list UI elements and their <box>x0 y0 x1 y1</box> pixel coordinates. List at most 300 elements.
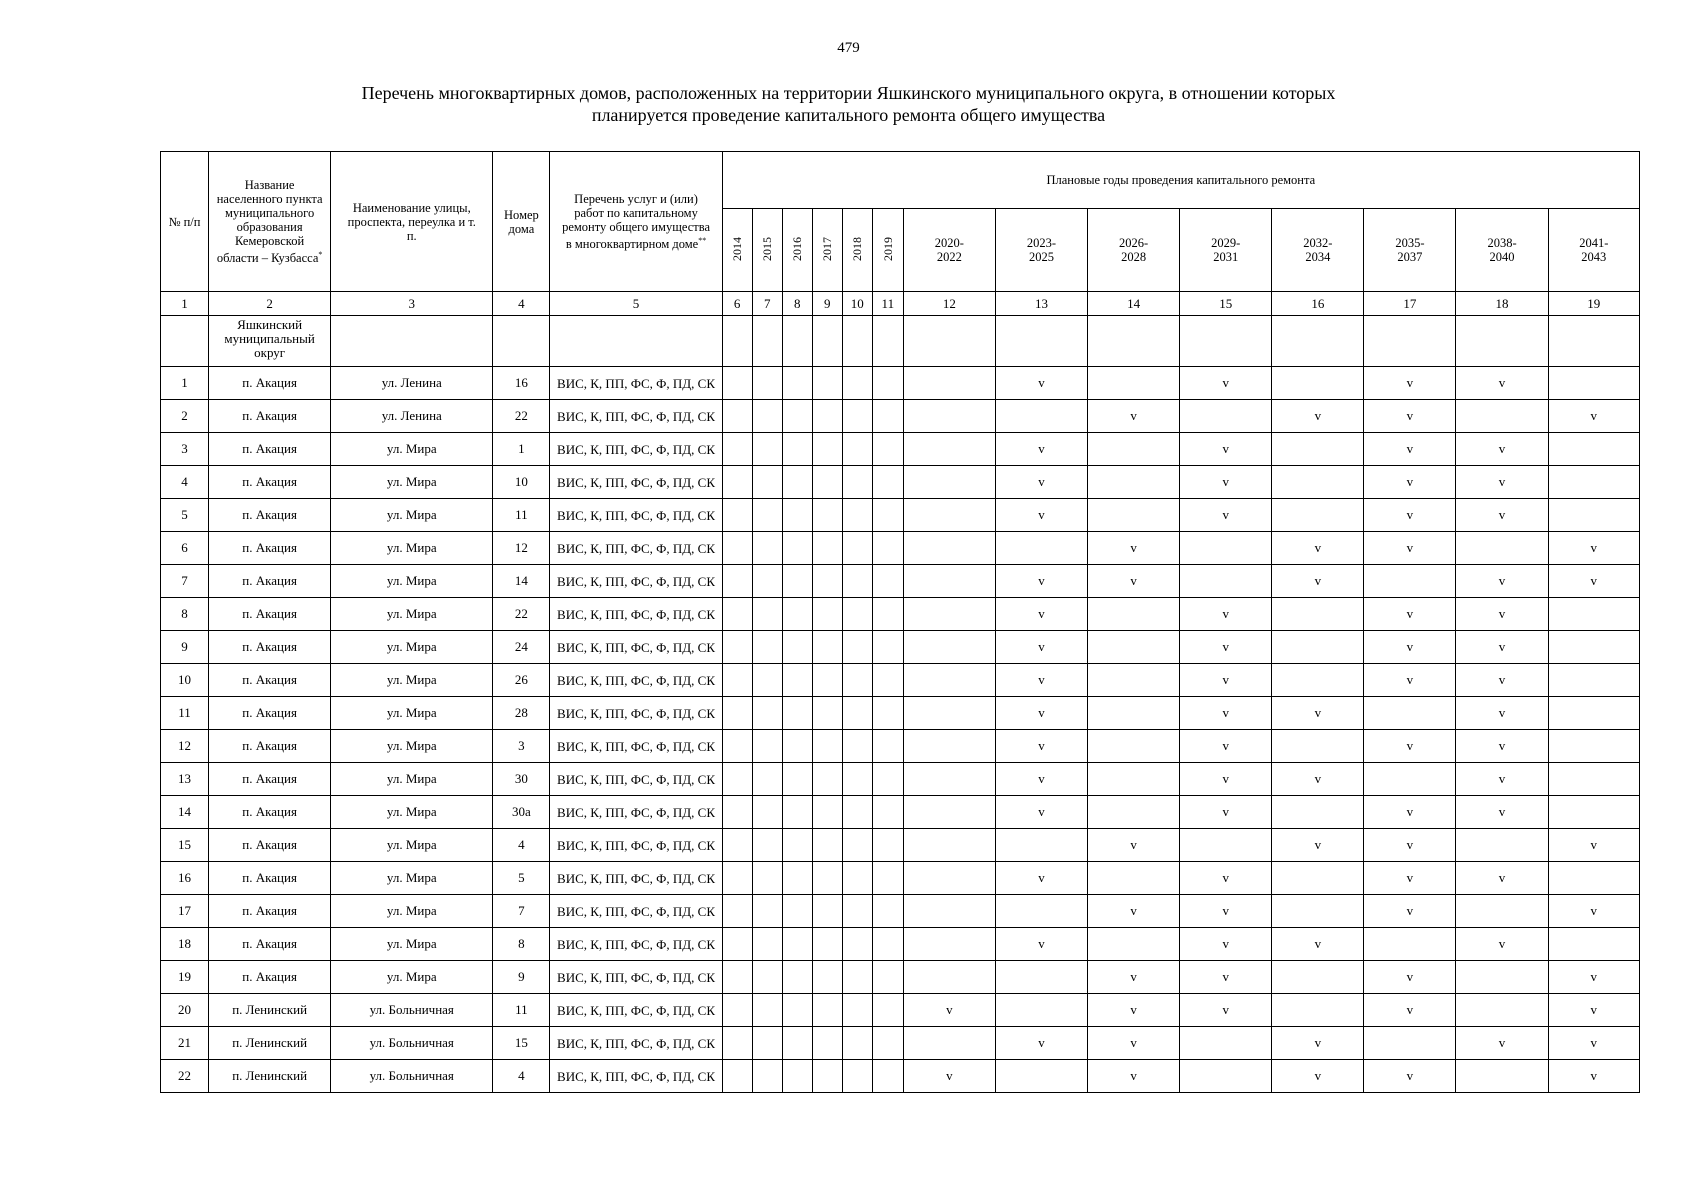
row-house: 24 <box>493 631 550 664</box>
row-year-empty <box>782 895 812 928</box>
row-settlement: п. Акация <box>209 631 331 664</box>
header-year-label: 2019 <box>880 236 895 261</box>
row-year-empty <box>872 499 903 532</box>
row-year-mark: v <box>1364 961 1456 994</box>
row-year-mark: v <box>1548 1027 1639 1060</box>
row-year-empty <box>722 499 752 532</box>
row-works: ВИС, К, ПП, ФС, Ф, ПД, СК <box>550 961 722 994</box>
row-year-mark: v <box>1272 532 1364 565</box>
municipality-empty-cell <box>872 316 903 367</box>
row-year-mark: v <box>1364 664 1456 697</box>
row-year-empty <box>872 466 903 499</box>
header-year-6: 2020-2022 <box>903 209 995 292</box>
row-year-empty <box>812 1027 842 1060</box>
row-year-mark: v <box>1364 598 1456 631</box>
row-year-empty <box>722 961 752 994</box>
row-works: ВИС, К, ПП, ФС, Ф, ПД, СК <box>550 631 722 664</box>
column-number-10: 11 <box>872 292 903 316</box>
table-row <box>161 664 1640 697</box>
header-year-11: 2035-2037 <box>1364 209 1456 292</box>
row-year-mark: v <box>1272 1027 1364 1060</box>
row-works: ВИС, К, ПП, ФС, Ф, ПД, СК <box>550 664 722 697</box>
row-year-empty <box>842 730 872 763</box>
row-street: ул. Ленина <box>331 367 493 400</box>
row-year-empty <box>1272 664 1364 697</box>
row-year-empty <box>752 1060 782 1093</box>
row-year-empty <box>1088 928 1180 961</box>
row-works: ВИС, К, ПП, ФС, Ф, ПД, СК <box>550 763 722 796</box>
row-year-empty <box>782 1027 812 1060</box>
row-year-mark: v <box>995 1027 1087 1060</box>
row-year-empty <box>872 598 903 631</box>
row-settlement: п. Акация <box>209 895 331 928</box>
row-year-mark: v <box>1180 994 1272 1027</box>
municipality-empty-cell <box>1548 316 1639 367</box>
header-settlement-text: Название населенного пункта муниципального образования Кемеровской области – Кузбасса <box>216 177 323 266</box>
column-number-0: 1 <box>161 292 209 316</box>
row-settlement: п. Акация <box>209 697 331 730</box>
row-street: ул. Мира <box>331 532 493 565</box>
row-year-empty <box>752 631 782 664</box>
row-works: ВИС, К, ПП, ФС, Ф, ПД, СК <box>550 796 722 829</box>
row-year-mark: v <box>995 697 1087 730</box>
row-year-empty <box>995 961 1087 994</box>
row-works: ВИС, К, ПП, ФС, Ф, ПД, СК <box>550 928 722 961</box>
row-house: 28 <box>493 697 550 730</box>
row-year-empty <box>812 730 842 763</box>
row-year-empty <box>1548 796 1639 829</box>
row-year-empty <box>812 796 842 829</box>
row-year-empty <box>1548 367 1639 400</box>
municipality-empty-cell <box>842 316 872 367</box>
row-year-empty <box>995 532 1087 565</box>
row-street: ул. Больничная <box>331 1060 493 1093</box>
row-house: 3 <box>493 730 550 763</box>
row-house: 15 <box>493 1027 550 1060</box>
row-year-empty <box>812 532 842 565</box>
row-works: ВИС, К, ПП, ФС, Ф, ПД, СК <box>550 895 722 928</box>
row-year-mark: v <box>1272 1060 1364 1093</box>
header-year-label: 2015 <box>760 236 775 261</box>
row-year-mark: v <box>1456 565 1548 598</box>
row-year-empty <box>842 1060 872 1093</box>
row-year-mark: v <box>1088 961 1180 994</box>
municipality-name: Яшкинский муниципальный округ <box>209 316 331 367</box>
row-year-empty <box>1364 928 1456 961</box>
row-year-empty <box>903 400 995 433</box>
row-year-empty <box>872 763 903 796</box>
header-year-label: 2017 <box>820 236 835 261</box>
row-house: 22 <box>493 400 550 433</box>
row-year-mark: v <box>1180 697 1272 730</box>
row-number: 19 <box>161 961 209 994</box>
row-year-empty <box>903 565 995 598</box>
row-year-mark: v <box>1180 796 1272 829</box>
row-year-empty <box>722 532 752 565</box>
row-street: ул. Мира <box>331 499 493 532</box>
row-year-mark: v <box>995 565 1087 598</box>
row-year-mark: v <box>995 499 1087 532</box>
row-year-empty <box>903 862 995 895</box>
row-year-empty <box>782 664 812 697</box>
row-year-mark: v <box>1088 400 1180 433</box>
row-year-empty <box>842 796 872 829</box>
header-year-9: 2029-2031 <box>1180 209 1272 292</box>
row-year-empty <box>722 367 752 400</box>
row-year-empty <box>812 367 842 400</box>
row-year-mark: v <box>1548 532 1639 565</box>
row-year-empty <box>1364 697 1456 730</box>
row-settlement: п. Акация <box>209 961 331 994</box>
column-number-11: 12 <box>903 292 995 316</box>
row-year-mark: v <box>903 1060 995 1093</box>
row-street: ул. Мира <box>331 631 493 664</box>
row-year-empty <box>1364 763 1456 796</box>
row-year-mark: v <box>1364 499 1456 532</box>
row-year-mark: v <box>1364 994 1456 1027</box>
row-year-empty <box>903 1027 995 1060</box>
row-year-empty <box>812 664 842 697</box>
row-settlement: п. Акация <box>209 730 331 763</box>
table-row <box>161 961 1640 994</box>
header-year-0 <box>722 209 752 292</box>
column-number-12: 13 <box>995 292 1087 316</box>
row-year-empty <box>1548 928 1639 961</box>
row-year-empty <box>752 433 782 466</box>
row-year-empty <box>842 862 872 895</box>
row-year-empty <box>722 565 752 598</box>
row-year-mark: v <box>1456 1027 1548 1060</box>
row-works: ВИС, К, ПП, ФС, Ф, ПД, СК <box>550 598 722 631</box>
row-works: ВИС, К, ПП, ФС, Ф, ПД, СК <box>550 994 722 1027</box>
row-year-empty <box>782 532 812 565</box>
row-year-empty <box>812 565 842 598</box>
row-settlement: п. Акация <box>209 664 331 697</box>
row-year-mark: v <box>1180 763 1272 796</box>
row-year-empty <box>842 499 872 532</box>
row-year-mark: v <box>1456 796 1548 829</box>
row-number: 5 <box>161 499 209 532</box>
row-year-empty <box>752 1027 782 1060</box>
column-number-14: 15 <box>1180 292 1272 316</box>
row-year-empty <box>842 1027 872 1060</box>
row-year-mark: v <box>1364 367 1456 400</box>
page-number: 479 <box>837 40 860 56</box>
row-number: 14 <box>161 796 209 829</box>
header-works-mark: ** <box>698 235 707 245</box>
municipality-empty-cell <box>493 316 550 367</box>
header-settlement <box>209 152 331 292</box>
row-year-mark: v <box>1456 433 1548 466</box>
header-row-1 <box>161 152 1640 209</box>
row-year-empty <box>842 697 872 730</box>
row-year-empty <box>1088 763 1180 796</box>
row-year-mark: v <box>995 928 1087 961</box>
table-row <box>161 631 1640 664</box>
row-number: 12 <box>161 730 209 763</box>
row-year-empty <box>1088 367 1180 400</box>
row-year-empty <box>842 631 872 664</box>
row-year-mark: v <box>1180 961 1272 994</box>
row-year-mark: v <box>1364 466 1456 499</box>
row-number: 2 <box>161 400 209 433</box>
row-year-empty <box>752 928 782 961</box>
row-year-empty <box>903 763 995 796</box>
row-year-empty <box>752 532 782 565</box>
row-year-mark: v <box>1272 829 1364 862</box>
row-year-empty <box>842 763 872 796</box>
row-year-mark: v <box>1456 862 1548 895</box>
row-works: ВИС, К, ПП, ФС, Ф, ПД, СК <box>550 367 722 400</box>
row-year-empty <box>1088 466 1180 499</box>
table-row <box>161 532 1640 565</box>
table-row <box>161 928 1640 961</box>
header-year-10: 2032-2034 <box>1272 209 1364 292</box>
row-number: 16 <box>161 862 209 895</box>
row-year-empty <box>812 829 842 862</box>
row-year-empty <box>1548 466 1639 499</box>
header-year-label: 2016 <box>790 236 805 261</box>
row-year-empty <box>812 1060 842 1093</box>
row-year-empty <box>752 565 782 598</box>
row-street: ул. Мира <box>331 796 493 829</box>
row-year-empty <box>1456 829 1548 862</box>
row-year-empty <box>722 664 752 697</box>
row-year-empty <box>812 994 842 1027</box>
column-number-6: 7 <box>752 292 782 316</box>
row-settlement: п. Акация <box>209 598 331 631</box>
row-year-mark: v <box>1364 796 1456 829</box>
row-year-empty <box>1272 862 1364 895</box>
row-settlement: п. Акация <box>209 796 331 829</box>
row-settlement: п. Ленинский <box>209 1060 331 1093</box>
row-year-empty <box>1272 961 1364 994</box>
row-year-empty <box>752 994 782 1027</box>
row-street: ул. Мира <box>331 664 493 697</box>
table-row <box>161 499 1640 532</box>
row-year-empty <box>1548 433 1639 466</box>
row-year-empty <box>872 367 903 400</box>
row-year-empty <box>872 730 903 763</box>
row-number: 4 <box>161 466 209 499</box>
row-year-mark: v <box>1548 829 1639 862</box>
row-year-empty <box>782 565 812 598</box>
row-year-empty <box>722 433 752 466</box>
row-year-empty <box>722 763 752 796</box>
row-year-empty <box>903 367 995 400</box>
row-year-mark: v <box>1272 763 1364 796</box>
row-year-empty <box>722 466 752 499</box>
row-year-mark: v <box>1456 697 1548 730</box>
row-year-mark: v <box>1364 532 1456 565</box>
municipality-empty-cell <box>1088 316 1180 367</box>
row-year-mark: v <box>995 664 1087 697</box>
row-house: 12 <box>493 532 550 565</box>
municipality-empty-cell <box>1364 316 1456 367</box>
row-street: ул. Мира <box>331 862 493 895</box>
header-year-7: 2023-2025 <box>995 209 1087 292</box>
header-planned-years: Плановые годы проведения капитального ремонта <box>722 152 1639 209</box>
column-numbers-row <box>161 292 1640 316</box>
row-year-empty <box>903 499 995 532</box>
row-street: ул. Мира <box>331 928 493 961</box>
row-house: 9 <box>493 961 550 994</box>
row-house: 5 <box>493 862 550 895</box>
row-year-mark: v <box>1088 565 1180 598</box>
table-row <box>161 1027 1640 1060</box>
row-year-empty <box>842 565 872 598</box>
table-row <box>161 1060 1640 1093</box>
row-year-empty <box>1180 1027 1272 1060</box>
row-year-empty <box>812 697 842 730</box>
row-settlement: п. Акация <box>209 862 331 895</box>
row-year-empty <box>1088 697 1180 730</box>
row-year-empty <box>872 400 903 433</box>
row-street: ул. Мира <box>331 565 493 598</box>
row-house: 11 <box>493 994 550 1027</box>
row-year-empty <box>722 928 752 961</box>
row-year-empty <box>872 433 903 466</box>
row-works: ВИС, К, ПП, ФС, Ф, ПД, СК <box>550 829 722 862</box>
row-year-empty <box>1088 598 1180 631</box>
row-house: 8 <box>493 928 550 961</box>
row-street: ул. Мира <box>331 895 493 928</box>
row-number: 18 <box>161 928 209 961</box>
row-street: ул. Мира <box>331 433 493 466</box>
row-year-empty <box>842 367 872 400</box>
municipality-empty-cell <box>903 316 995 367</box>
row-house: 26 <box>493 664 550 697</box>
row-year-mark: v <box>1548 400 1639 433</box>
column-number-18: 19 <box>1548 292 1639 316</box>
row-year-empty <box>903 466 995 499</box>
row-year-empty <box>842 433 872 466</box>
column-number-13: 14 <box>1088 292 1180 316</box>
row-year-empty <box>872 1060 903 1093</box>
row-year-empty <box>1548 862 1639 895</box>
row-number: 13 <box>161 763 209 796</box>
row-settlement: п. Акация <box>209 928 331 961</box>
table-row <box>161 829 1640 862</box>
row-year-empty <box>782 400 812 433</box>
row-year-empty <box>872 532 903 565</box>
row-house: 30а <box>493 796 550 829</box>
municipality-empty-cell <box>752 316 782 367</box>
row-year-empty <box>1548 697 1639 730</box>
column-number-8: 9 <box>812 292 842 316</box>
row-year-empty <box>872 796 903 829</box>
row-house: 30 <box>493 763 550 796</box>
row-year-empty <box>903 433 995 466</box>
row-year-empty <box>1088 664 1180 697</box>
row-number: 15 <box>161 829 209 862</box>
row-year-mark: v <box>1180 730 1272 763</box>
row-year-empty <box>903 697 995 730</box>
row-year-empty <box>752 763 782 796</box>
row-year-mark: v <box>1088 829 1180 862</box>
row-year-empty <box>782 1060 812 1093</box>
row-year-empty <box>782 994 812 1027</box>
row-year-mark: v <box>1180 862 1272 895</box>
row-year-empty <box>722 895 752 928</box>
row-year-empty <box>1180 565 1272 598</box>
row-year-empty <box>722 994 752 1027</box>
header-year-4 <box>842 209 872 292</box>
row-settlement: п. Акация <box>209 400 331 433</box>
row-year-empty <box>842 829 872 862</box>
row-year-empty <box>872 961 903 994</box>
row-year-mark: v <box>1180 664 1272 697</box>
row-year-mark: v <box>1364 862 1456 895</box>
row-year-empty <box>872 631 903 664</box>
row-year-empty <box>752 697 782 730</box>
municipality-empty-cell <box>331 316 493 367</box>
row-house: 22 <box>493 598 550 631</box>
row-year-empty <box>1272 499 1364 532</box>
row-year-empty <box>782 961 812 994</box>
row-year-empty <box>812 400 842 433</box>
row-year-empty <box>1088 796 1180 829</box>
row-year-mark: v <box>1180 499 1272 532</box>
row-year-empty <box>1088 730 1180 763</box>
row-year-empty <box>812 499 842 532</box>
row-year-mark: v <box>1364 631 1456 664</box>
row-year-empty <box>903 532 995 565</box>
table-body <box>161 292 1640 1093</box>
row-year-empty <box>782 499 812 532</box>
row-year-empty <box>812 763 842 796</box>
table-row <box>161 565 1640 598</box>
row-year-empty <box>1548 598 1639 631</box>
row-year-mark: v <box>1456 367 1548 400</box>
row-year-empty <box>752 796 782 829</box>
row-year-empty <box>722 631 752 664</box>
row-year-empty <box>872 664 903 697</box>
row-year-empty <box>722 400 752 433</box>
row-year-mark: v <box>1548 994 1639 1027</box>
row-year-mark: v <box>1180 433 1272 466</box>
row-year-empty <box>903 664 995 697</box>
row-year-empty <box>1088 499 1180 532</box>
row-number: 3 <box>161 433 209 466</box>
municipality-empty-cell <box>995 316 1087 367</box>
row-house: 11 <box>493 499 550 532</box>
row-year-empty <box>872 928 903 961</box>
municipality-empty-cell <box>550 316 722 367</box>
table-row <box>161 598 1640 631</box>
row-settlement: п. Ленинский <box>209 1027 331 1060</box>
row-year-mark: v <box>995 730 1087 763</box>
row-year-empty <box>842 961 872 994</box>
row-year-mark: v <box>995 631 1087 664</box>
row-year-empty <box>1548 631 1639 664</box>
row-works: ВИС, К, ПП, ФС, Ф, ПД, СК <box>550 433 722 466</box>
table-row <box>161 433 1640 466</box>
row-year-mark: v <box>1456 598 1548 631</box>
row-year-mark: v <box>1456 499 1548 532</box>
row-year-empty <box>903 895 995 928</box>
row-year-empty <box>1180 532 1272 565</box>
row-year-mark: v <box>995 763 1087 796</box>
row-year-empty <box>722 697 752 730</box>
row-number: 22 <box>161 1060 209 1093</box>
row-year-mark: v <box>1272 697 1364 730</box>
row-street: ул. Мира <box>331 466 493 499</box>
row-year-empty <box>872 1027 903 1060</box>
row-year-empty <box>782 631 812 664</box>
row-year-empty <box>722 829 752 862</box>
row-year-empty <box>782 697 812 730</box>
